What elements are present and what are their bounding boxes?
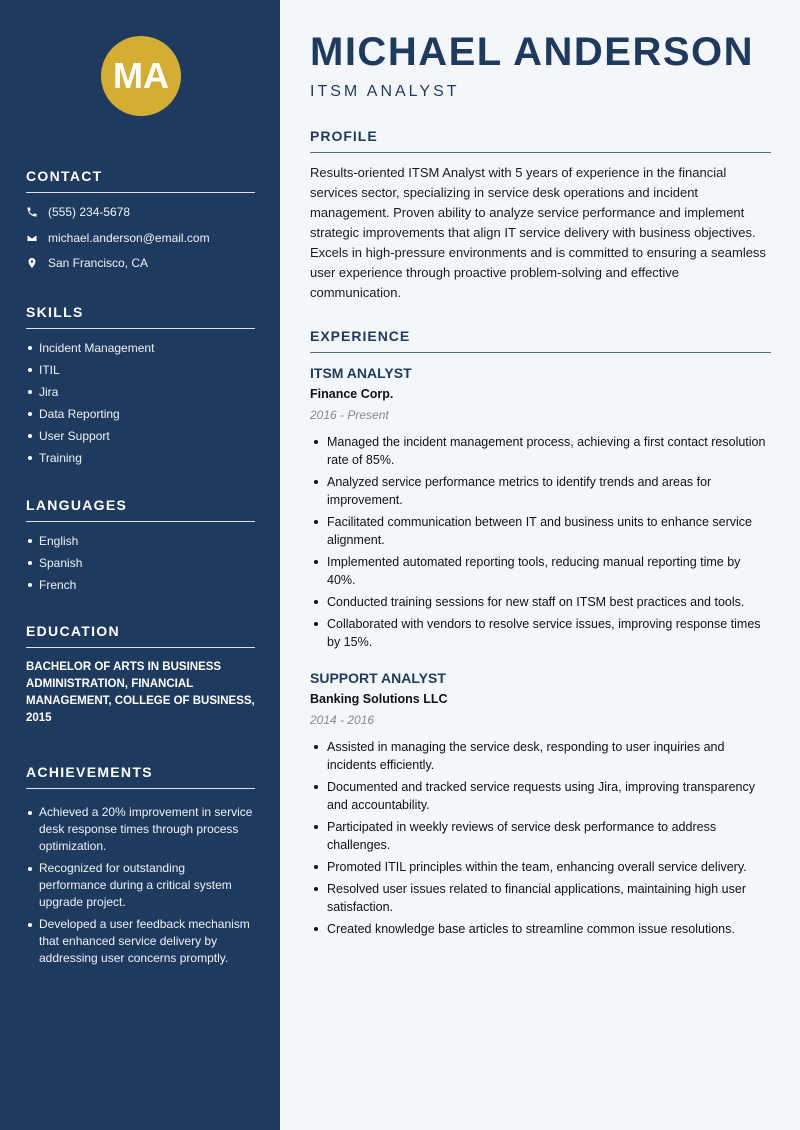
achievement-item: Achieved a 20% improvement in service desk response times through process optimization.: [26, 804, 255, 855]
job-bullets: [310, 433, 771, 651]
achievements-list: [26, 804, 255, 972]
job-bullet: Conducted training sessions for new staff on ITSM best practices and tools.: [310, 593, 771, 611]
skill-item: ITIL: [26, 359, 255, 381]
skill-item: Training: [26, 447, 255, 469]
profile-text: Results-oriented ITSM Analyst with 5 years of experience in the financial services sector, specializing in service desk operations and incident management. Proven ability to analyze service performance and implement strategic improvements that align IT service delivery with business objectives. Excels in high-pressure environments and is committed to ensuring a seamless user experience through proactive problem-solving and effective communication.: [310, 165, 766, 300]
contact-phone: [26, 205, 130, 219]
skills-heading: SKILLS: [26, 304, 255, 329]
skills-list: [26, 337, 255, 469]
education-heading: EDUCATION: [26, 623, 255, 648]
job-bullet: Managed the incident management process, achieving a first contact resolution rate of 85%.: [310, 433, 771, 469]
contact-email: [26, 231, 210, 245]
contact-heading: CONTACT: [26, 168, 255, 193]
achievements-heading: ACHIEVEMENTS: [26, 764, 255, 789]
skill-item: User Support: [26, 425, 255, 447]
job-bullet: Resolved user issues related to financial applications, maintaining high user satisfaction.: [310, 880, 771, 916]
skill-item: Data Reporting: [26, 403, 255, 425]
email-text: michael.anderson@email.com: [48, 231, 210, 245]
contact-location: [26, 256, 148, 270]
location-pin-icon: [26, 257, 38, 269]
job-bullet: Implemented automated reporting tools, reducing manual reporting time by 40%.: [310, 553, 771, 589]
email-icon: [26, 232, 38, 244]
sidebar: [0, 0, 280, 1130]
job-bullet: Created knowledge base articles to streamline common issue resolutions.: [310, 920, 771, 938]
language-item: French: [26, 574, 255, 596]
phone-icon: [26, 206, 38, 218]
language-item: English: [26, 530, 255, 552]
job-bullet: Collaborated with vendors to resolve service issues, improving response times by 15%.: [310, 615, 771, 651]
job-bullet: Documented and tracked service requests using Jira, improving transparency and accountability.: [310, 778, 771, 814]
skill-item: Jira: [26, 381, 255, 403]
job-entry: [310, 365, 771, 655]
avatar: MA: [101, 36, 181, 116]
job-bullets: [310, 738, 771, 938]
job-bullet: Participated in weekly reviews of service desk performance to address challenges.: [310, 818, 771, 854]
job-entry-title: SUPPORT ANALYST: [310, 670, 446, 686]
job-entry-title: ITSM ANALYST: [310, 365, 412, 381]
job-bullet: Promoted ITIL principles within the team, enhancing overall service delivery.: [310, 858, 771, 876]
job-company: Banking Solutions LLC: [310, 692, 448, 706]
achievement-item: Developed a user feedback mechanism that enhanced service delivery by addressing user concerns promptly.: [26, 916, 255, 967]
job-title: ITSM ANALYST: [310, 83, 460, 100]
profile-heading: PROFILE: [310, 128, 771, 153]
job-bullet: Facilitated communication between IT and business units to enhance service alignment.: [310, 513, 771, 549]
candidate-name: MICHAEL ANDERSON: [310, 30, 755, 74]
languages-list: [26, 530, 255, 596]
phone-text: (555) 234-5678: [48, 205, 131, 219]
job-bullet: Analyzed service performance metrics to identify trends and areas for improvement.: [310, 473, 771, 509]
job-company: Finance Corp.: [310, 387, 394, 401]
location-text: San Francisco, CA: [48, 256, 149, 270]
job-dates: 2014 - 2016: [310, 713, 375, 727]
language-item: Spanish: [26, 552, 255, 574]
job-bullet: Assisted in managing the service desk, responding to user inquiries and incidents efficiently.: [310, 738, 771, 774]
job-entry: [310, 670, 771, 942]
achievement-item: Recognized for outstanding performance during a critical system upgrade project.: [26, 860, 255, 911]
languages-heading: LANGUAGES: [26, 497, 255, 522]
job-dates: 2016 - Present: [310, 408, 389, 422]
experience-heading: EXPERIENCE: [310, 328, 771, 353]
education-text: BACHELOR OF ARTS IN BUSINESS ADMINISTRATION, FINANCIAL MANAGEMENT, COLLEGE OF BUSINESS, 2015: [26, 661, 255, 724]
skill-item: Incident Management: [26, 337, 255, 359]
